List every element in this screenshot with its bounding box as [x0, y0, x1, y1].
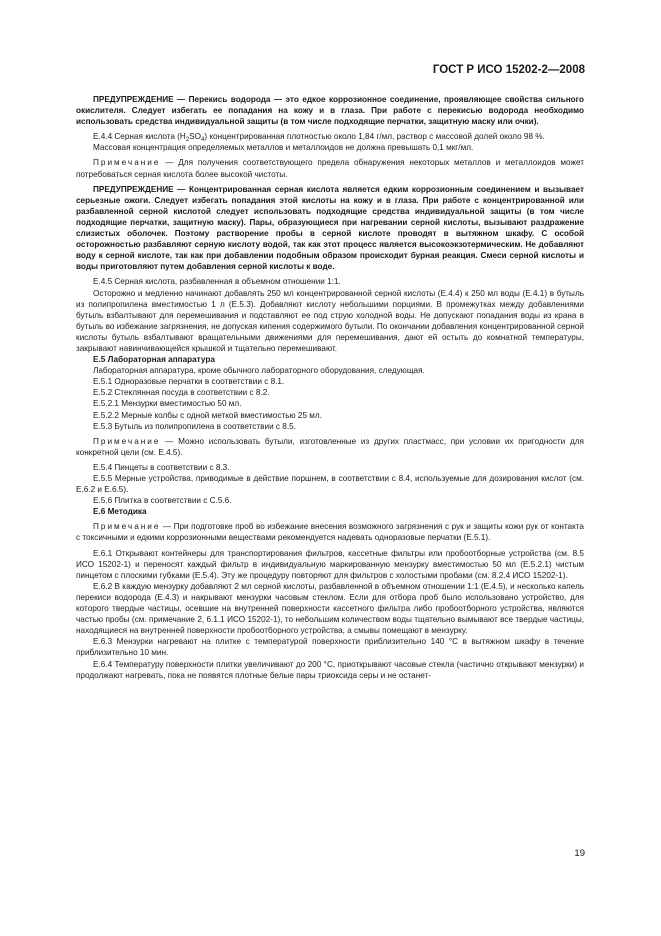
clause-e44-mass: Массовая концентрация определяемых металлов и металлоидов не должна превышать 0,1 мкг/мл.: [93, 143, 474, 153]
warning-text: Концентрированная серная кислота является едким коррозионным соединением и вызывает серьезные ожоги. Следует избегать попадания этой кислоты на кожу и в глаза. При работе с концентрированной или разбавленной серной кислотой следует использовать подходящие средства индивидуальной защиты (в том числе подходящие перчатки, защитную маску). Пары, образующиеся при нагревании серной кислоты, вызывают раздражение слизистых оболочек. Поэтому растворение пробы в серной кислоте проводят в вытяжном шкафу. С особой осторожностью разбавляют серную кислоту водой, так как этот процесс является высокоэкзотермическим. Не добавляют воду к серной кислоте, так как при добавлении подобным образом происходит бурная реакция. Смеси серной кислоты и воды приготовляют путем добавления серной кислоты к воде.: [76, 184, 584, 272]
warning-text: Перекись водорода — это едкое коррозионное соединение, проявляющее свойства сильного окислителя. Следует избегать ее попадания на кожу и в глаза. При работе с перекисью водорода необходимо использовать средства индивидуальной защиты (в том числе подходящие перчатки, защитную маску или очки).: [76, 95, 584, 127]
clause-e52: Е.5.2 Стеклянная посуда в соответствии с 8.2.: [93, 388, 270, 398]
warning-lead: ПРЕДУПРЕЖДЕНИЕ —: [93, 184, 189, 194]
clause-e44: [76, 131, 584, 142]
clause-e55: Е.5.5 Мерные устройства, приводимые в действие поршнем, в соответствии с 8.4, используемые для дозирования кислот (см. Е.6.2 и Е.6.5).: [76, 474, 584, 495]
clause-e522: Е.5.2.2 Мерные колбы с одной меткой вместимостью 25 мл.: [93, 410, 322, 420]
subscript-2: 2: [185, 137, 190, 144]
clause-e45: Е.4.5 Серная кислота, разбавленная в объемном отношении 1:1.: [93, 277, 341, 287]
clause-e56: Е.5.6 Плитка в соответствии с С.5.6.: [93, 496, 232, 506]
clause-e51: Е.5.1 Одноразовые перчатки в соответствии с 8.1.: [93, 377, 285, 387]
document-code-header: ГОСТ Р ИСО 15202-2—2008: [432, 64, 585, 76]
note-text: — Для получения соответствующего предела обнаружения некоторых металлов и металлоидов может потребоваться серная кислота более высокой чистоты.: [76, 158, 584, 179]
clause-e63: Е.6.3 Мензурки нагревают на плитке с температурой поверхности приблизительно 140 °С в вытяжном шкафу в течение приблизительно 10 мин.: [76, 637, 584, 658]
clause-e62: Е.6.2 В каждую мензурку добавляют 2 мл серной кислоты, разбавленной в объемном отношении 1:1 (Е.4.5), и несколько капель перекиси водорода (Е.4.3) и накрывают мензурки часовым стеклом. Если для отбора проб было использовано устройство, для которого твердые частицы, осевшие на внутренней поверхности кассетного фильтра либо пробоотборного устройства, являются частью пробы (см. примечание 2, 6.1.1 ИСО 15202-1), то небольшим количеством воды тщательно вымывают все твердые частицы, находящиеся на внутренней поверхности пробоотборного устройства, а смывы помещают в мензурку.: [76, 581, 584, 636]
subscript-4: 4: [201, 137, 205, 144]
warning-sulfuric-acid: [76, 184, 584, 273]
warning-lead: ПРЕДУПРЕЖДЕНИЕ —: [93, 95, 189, 104]
clause-e54: Е.5.4 Пинцеты в соответствии с 8.3.: [93, 462, 230, 472]
note-2: [76, 436, 584, 458]
clause-e53: Е.5.3 Бутыль из полипропилена в соответствии с 8.5.: [93, 421, 296, 431]
note-text: — При подготовке проб во избежание внесения возможного загрязнения с рук и защиты кожи рук от контакта с токсичными и едкими коррозионными веществами рекомендуется надевать одноразовые перчатки (Е.5.1).: [76, 522, 584, 543]
document-body: [76, 94, 584, 681]
clause-e45-text: Осторожно и медленно начинают добавлять 250 мл концентрированной серной кислоты (Е.4.4) к 250 мл воды (Е.4.1) в бутыль из полипропилена вместимостью 1 л (Е.5.3). Добавляют кислоту небольшими порциями. В промежутках между добавлениями бутыль взбалтывают для перемешивания и подставляют ее под струю холодной воды. Не допускают попадания воды из крана в бутыль во избежание загрязнения, не допуская кипения содержимого бутыли. По окончании добавления концентрированной серной кислоты бутыль взбалтывают вращательными движениями для перемешивания, дают ей остыть до комнатной температуры, закрывают навинчивающейся крышкой и тщательно перемешивают.: [76, 288, 584, 353]
page-number: 19: [574, 848, 585, 859]
section-e5-intro: Лабораторная аппаратура, кроме обычного лабораторного оборудования, следующая.: [93, 366, 425, 376]
note-text: — Можно использовать бутыли, изготовленные из других пластмасс, при условии их пригодности для конкретной цели (см. Е.4.5).: [76, 436, 584, 457]
section-e5-title: Е.5 Лабораторная аппаратура: [93, 355, 215, 365]
note-label: Примечание: [93, 436, 161, 446]
clause-e44-pre: Е.4.4 Серная кислота (H: [93, 132, 186, 142]
section-e6-title: Е.6 Методика: [93, 507, 147, 517]
clause-e64: Е.6.4 Температуру поверхности плитки увеличивают до 200 °С, приоткрывают часовые стекла (частично открывают мензурки) и продолжают нагревать, пока не появятся плотные белые пары триоксида серы и не останет-: [76, 659, 584, 680]
note-1: [76, 157, 584, 179]
clause-e61: Е.6.1 Открывают контейнеры для транспортирования фильтров, кассетные фильтры или пробоотборные устройства (см. 8.5 ИСО 15202-1) и переносят каждый фильтр в индивидуальную маркированную мензурку вместимостью 50 мл (Е.5.2.1) чистым пинцетом с плоскими губками (Е.5.4). Эту же процедуру повторяют для фильтров с холостыми пробами (см. 8.2.4 ИСО 15202-1).: [76, 548, 584, 580]
clause-e44-mid: SO: [189, 132, 202, 142]
note-label: Примечание: [93, 522, 161, 532]
note-3: [76, 521, 584, 543]
note-label: Примечание: [93, 158, 161, 168]
clause-e44-post: ) концентрированная плотностью около 1,84 г/мл, раствор с массовой долей около 98 %.: [204, 132, 545, 142]
clause-e521: Е.5.2.1 Мензурки вместимостью 50 мл.: [93, 399, 242, 409]
warning-hydrogen-peroxide: [76, 94, 584, 127]
